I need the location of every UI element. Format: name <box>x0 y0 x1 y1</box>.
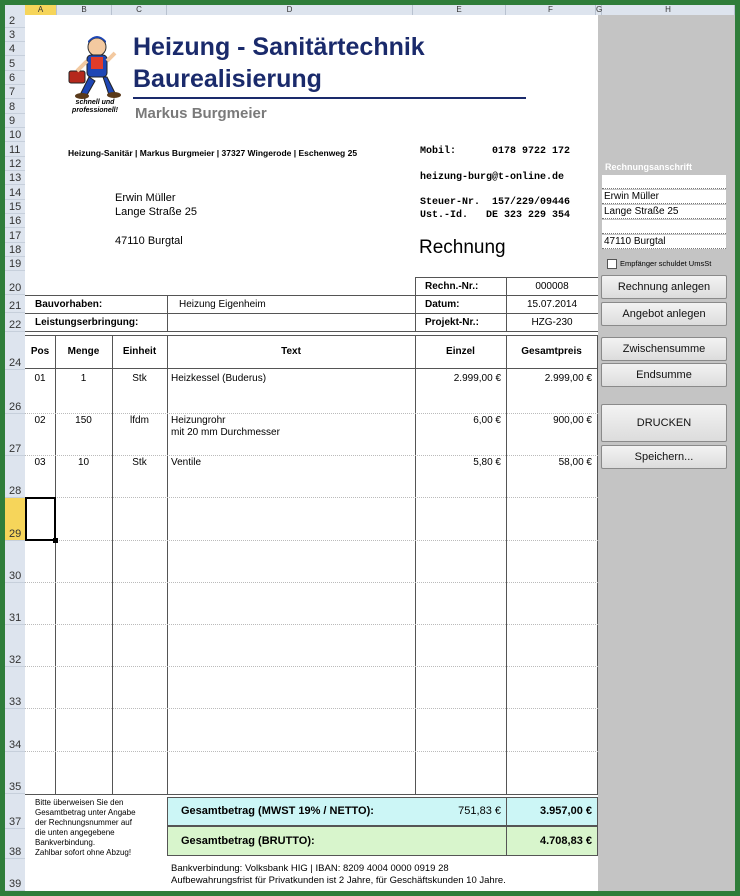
email: heizung-burg@t-online.de <box>420 172 565 183</box>
cell-text[interactable]: Heizkessel (Buderus) <box>171 373 267 384</box>
cell-menge[interactable]: 150 <box>75 415 92 426</box>
cell-text[interactable]: Ventile <box>171 457 202 468</box>
th-einzel: Einzel <box>446 346 475 357</box>
project-value[interactable]: HZG-230 <box>531 317 573 328</box>
address-line-5[interactable]: 47110 Burgtal <box>602 235 726 249</box>
row-header[interactable]: 18 <box>5 243 25 257</box>
recipient-city: 47110 Burgtal <box>115 235 183 247</box>
project-label: Projekt-Nr.: <box>425 317 479 328</box>
row-header[interactable]: 21 <box>5 295 25 313</box>
col-header-d[interactable]: D <box>167 5 413 15</box>
row-header[interactable]: 29 <box>5 498 25 541</box>
row-header-bar <box>5 15 25 891</box>
row-header[interactable]: 15 <box>5 200 25 214</box>
tax-value: 157/229/09446 <box>492 197 571 208</box>
bank-details: Bankverbindung: Volksbank HIG | IBAN: 8209 4004 0000 0919 28 <box>171 863 449 874</box>
row-header[interactable]: 30 <box>5 541 25 583</box>
drucken-button[interactable]: DRUCKEN <box>601 404 727 442</box>
owner-name: Markus Burgmeier <box>135 105 267 122</box>
row-header[interactable]: 39 <box>5 859 25 891</box>
fill-handle[interactable] <box>53 538 58 543</box>
col-header-a[interactable]: A <box>25 5 57 15</box>
company-subtitle: Baurealisierung <box>133 65 322 93</box>
invoice-sheet <box>25 15 598 891</box>
th-pos: Pos <box>30 346 50 357</box>
active-cell-cursor[interactable] <box>25 497 56 541</box>
company-title: Heizung - Sanitärtechnik <box>133 33 425 61</box>
th-gesamt: Gesamtpreis <box>521 346 582 357</box>
row-header[interactable]: 24 <box>5 332 25 370</box>
umsst-checkbox[interactable] <box>607 259 617 269</box>
endsumme-button[interactable]: Endsumme <box>601 363 727 387</box>
row-header[interactable]: 38 <box>5 829 25 859</box>
row-header[interactable]: 20 <box>5 271 25 295</box>
cell-einheit[interactable]: Stk <box>132 457 147 468</box>
row-header[interactable]: 34 <box>5 709 25 752</box>
row-header[interactable]: 9 <box>5 114 25 128</box>
cell-gesamt[interactable]: 2.999,00 € <box>544 373 592 384</box>
col-header-c[interactable]: C <box>112 5 167 15</box>
speichern-button[interactable]: Speichern... <box>601 445 727 469</box>
row-header[interactable]: 3 <box>5 28 25 42</box>
row-header[interactable]: 37 <box>5 794 25 829</box>
cell-einzel[interactable]: 2.999,00 € <box>453 373 501 384</box>
row-header[interactable]: 22 <box>5 313 25 332</box>
row-header[interactable]: 26 <box>5 370 25 414</box>
row-header[interactable]: 7 <box>5 85 25 99</box>
col-header-e[interactable]: E <box>413 5 506 15</box>
cell-einheit[interactable]: lfdm <box>130 415 149 426</box>
cell-einzel[interactable]: 5,80 € <box>473 457 501 468</box>
row-header[interactable]: 28 <box>5 456 25 498</box>
row-header[interactable]: 4 <box>5 42 25 56</box>
cell-gesamt[interactable]: 58,00 € <box>558 457 592 468</box>
row-header[interactable]: 13 <box>5 171 25 185</box>
ustid-value: DE 323 229 354 <box>486 210 571 221</box>
row-header[interactable]: 31 <box>5 583 25 625</box>
brutto-value: 4.708,83 € <box>540 835 592 847</box>
row-header[interactable]: 19 <box>5 257 25 271</box>
umsst-checkbox-label: Empfänger schuldet UmsSt <box>620 259 712 268</box>
tax-label: Steuer-Nr. <box>420 197 481 208</box>
logo-tagline: schnell und <box>75 99 115 106</box>
row-header[interactable]: 14 <box>5 185 25 200</box>
row-header[interactable]: 35 <box>5 752 25 794</box>
ustid-label: Ust.-Id. <box>420 210 469 221</box>
mobile-value: 0178 9722 172 <box>492 146 571 157</box>
row-header[interactable]: 27 <box>5 414 25 456</box>
invoice-no-label: Rechn.-Nr.: <box>425 281 479 292</box>
row-header[interactable]: 32 <box>5 625 25 667</box>
col-header-f[interactable]: F <box>506 5 596 15</box>
angebot-anlegen-button[interactable]: Angebot anlegen <box>601 302 727 326</box>
date-label: Datum: <box>425 299 460 310</box>
recipient-name: Erwin Müller <box>115 192 176 204</box>
col-header-b[interactable]: B <box>57 5 112 15</box>
cell-text[interactable]: Heizungrohr <box>171 415 226 426</box>
row-header[interactable]: 33 <box>5 667 25 709</box>
cell-gesamt[interactable]: 900,00 € <box>553 415 592 426</box>
address-line-1[interactable] <box>602 175 726 189</box>
row-header[interactable]: 16 <box>5 214 25 228</box>
mobile-label: Mobil: <box>420 146 457 157</box>
invoice-no-value[interactable]: 000008 <box>535 281 569 292</box>
control-panel <box>598 15 735 891</box>
cell-menge[interactable]: 10 <box>77 457 90 468</box>
zwischensumme-button[interactable]: Zwischensumme <box>601 337 727 361</box>
panel-heading: Rechnungsanschrift <box>605 162 693 172</box>
mwst-value: 751,83 € <box>458 805 501 817</box>
cell-einheit[interactable]: Stk <box>132 373 147 384</box>
sender-line: Heizung-Sanitär | Markus Burgmeier | 37327 Wingerode | Eschenweg 25 <box>68 148 358 158</box>
row-header[interactable]: 6 <box>5 71 25 85</box>
col-header-g[interactable]: G <box>596 5 603 14</box>
netto-value: 3.957,00 € <box>540 805 592 817</box>
row-header[interactable]: 10 <box>5 128 25 142</box>
row-header[interactable]: 17 <box>5 228 25 243</box>
cell-pos[interactable]: 01 <box>34 373 46 384</box>
col-header-h[interactable]: H <box>602 5 735 15</box>
netto-label: Gesamtbetrag (MWST 19% / NETTO): <box>181 805 374 817</box>
row-header[interactable]: 8 <box>5 99 25 114</box>
row-header[interactable]: 11 <box>5 142 25 157</box>
cell-menge[interactable]: 1 <box>80 373 87 384</box>
cell-text-line2[interactable]: mit 20 mm Durchmesser <box>171 427 280 438</box>
cell-einzel[interactable]: 6,00 € <box>473 415 501 426</box>
row-header[interactable]: 12 <box>5 157 25 171</box>
address-line-2[interactable]: Erwin Müller <box>602 190 726 204</box>
brutto-label: Gesamtbetrag (BRUTTO): <box>181 835 315 847</box>
column-header-bar <box>5 5 735 15</box>
cell-pos[interactable]: 02 <box>34 415 46 426</box>
bauvorhaben-label: Bauvorhaben: <box>35 299 103 310</box>
rechnung-anlegen-button[interactable]: Rechnung anlegen <box>601 275 727 299</box>
th-text: Text <box>281 346 301 357</box>
title-underline <box>133 97 526 99</box>
retention-note: Aufbewahrungsfrist für Privatkunden ist 2 Jahre, für Geschäftskunden 10 Jahre. <box>171 875 506 886</box>
recipient-street: Lange Straße 25 <box>115 206 197 218</box>
address-line-4[interactable] <box>602 220 726 234</box>
logo-tagline: professionell! <box>72 107 118 114</box>
th-einheit: Einheit <box>122 346 157 357</box>
document-title: Rechnung <box>419 237 506 258</box>
cell-pos[interactable]: 03 <box>34 457 46 468</box>
row-header[interactable]: 2 <box>5 15 25 28</box>
bauvorhaben-value[interactable]: Heizung Eigenheim <box>179 299 266 310</box>
payment-note: Bitte überweisen Sie den Gesamtbetrag unter Angabe der Rechnungsnummer auf die unten angegebene Bankverbindung. Zahlbar sofort ohne Abzug! <box>35 798 136 857</box>
leistung-label: Leistungserbringung: <box>35 317 139 328</box>
address-line-3[interactable]: Lange Straße 25 <box>602 205 726 219</box>
row-header[interactable]: 5 <box>5 56 25 71</box>
th-menge: Menge <box>67 346 100 357</box>
date-value[interactable]: 15.07.2014 <box>526 299 578 310</box>
